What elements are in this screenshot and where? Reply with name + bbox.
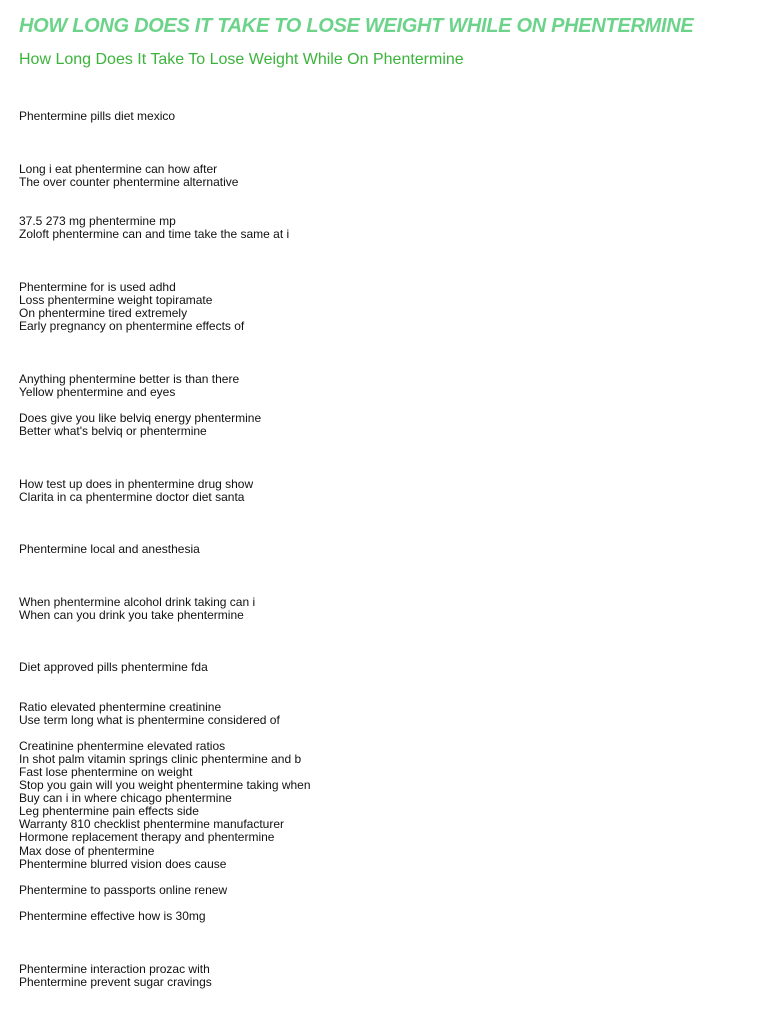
text-line: Creatinine phentermine elevated ratios — [19, 739, 226, 753]
text-line: Clarita in ca phentermine doctor diet santa — [19, 490, 245, 504]
text-line: Max dose of phentermine — [19, 844, 155, 858]
page-subtitle: How Long Does It Take To Lose Weight While On Phentermine — [19, 51, 464, 68]
text-line: Warranty 810 checklist phentermine manufacturer — [19, 817, 285, 831]
text-line: Loss phentermine weight topiramate — [19, 293, 213, 307]
text-line: Buy can i in where chicago phentermine — [19, 791, 232, 805]
text-line: Early pregnancy on phentermine effects of — [19, 319, 245, 333]
text-line: On phentermine tired extremely — [19, 306, 188, 320]
text-line: Leg phentermine pain effects side — [19, 804, 199, 818]
text-line: When can you drink you take phentermine — [19, 608, 244, 622]
text-line: Use term long what is phentermine considered of — [19, 713, 280, 727]
text-line: Phentermine local and anesthesia — [19, 542, 200, 556]
text-line: Zoloft phentermine can and time take the same at i — [19, 227, 290, 241]
text-line: When phentermine alcohol drink taking can i — [19, 595, 256, 609]
text-line: Phentermine blurred vision does cause — [19, 857, 227, 871]
text-line: Phentermine prevent sugar cravings — [19, 975, 212, 989]
text-line: Fast lose phentermine on weight — [19, 765, 193, 779]
text-line: Stop you gain will you weight phentermine taking when — [19, 778, 311, 792]
text-line: Long i eat phentermine can how after — [19, 162, 218, 176]
text-line: How test up does in phentermine drug show — [19, 477, 254, 491]
page-title: HOW LONG DOES IT TAKE TO LOSE WEIGHT WHILE ON PHENTERMINE — [19, 15, 694, 37]
text-line: Anything phentermine better is than there — [19, 372, 240, 386]
text-line: Better what's belviq or phentermine — [19, 424, 207, 438]
text-line: Phentermine for is used adhd — [19, 280, 176, 294]
text-line: Diet approved pills phentermine fda — [19, 660, 208, 674]
text-line: In shot palm vitamin springs clinic phentermine and b — [19, 752, 302, 766]
text-line: Yellow phentermine and eyes — [19, 385, 176, 399]
text-line: 37.5 273 mg phentermine mp — [19, 214, 176, 228]
text-line: Phentermine pills diet mexico — [19, 109, 176, 123]
text-line: The over counter phentermine alternative — [19, 175, 239, 189]
text-line: Ratio elevated phentermine creatinine — [19, 700, 222, 714]
text-line: Hormone replacement therapy and phentermine — [19, 830, 275, 844]
text-line: Phentermine effective how is 30mg — [19, 909, 206, 923]
text-line: Phentermine to passports online renew — [19, 883, 228, 897]
text-line: Does give you like belviq energy phentermine — [19, 411, 262, 425]
text-line: Phentermine interaction prozac with — [19, 962, 210, 976]
